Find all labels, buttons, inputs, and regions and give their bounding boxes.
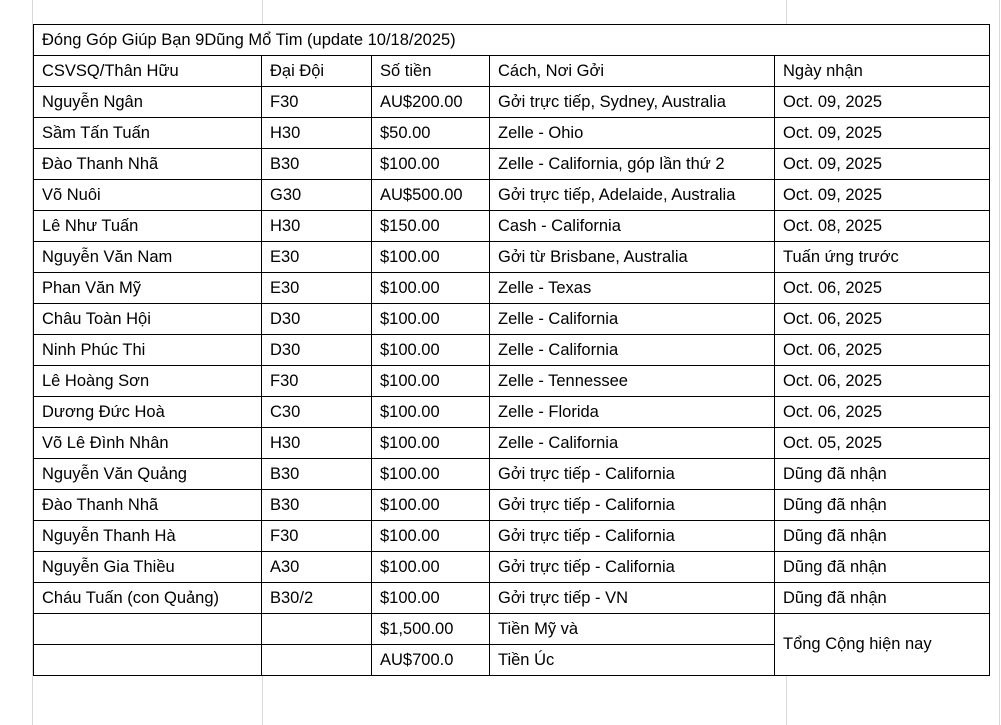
cell-name: Nguyễn Thanh Hà <box>34 521 262 552</box>
column-header-where: Cách, Nơi Gởi <box>490 56 775 87</box>
cell-where: Gởi trực tiếp - VN <box>490 583 775 614</box>
cell-unit: E30 <box>262 273 372 304</box>
cell-date: Oct. 06, 2025 <box>775 335 990 366</box>
page-title: Đóng Góp Giúp Bạn 9Dũng Mổ Tim (update 10/18/2025) <box>34 25 990 56</box>
cell-where: Gởi trực tiếp - California <box>490 552 775 583</box>
table-title-row <box>34 25 990 56</box>
table-row <box>34 366 990 397</box>
table-row <box>34 552 990 583</box>
table-row <box>34 149 990 180</box>
cell-unit: H30 <box>262 428 372 459</box>
table-row <box>34 521 990 552</box>
cell-unit: H30 <box>262 118 372 149</box>
column-header-amount: Số tiền <box>372 56 490 87</box>
cell-amount: $100.00 <box>372 583 490 614</box>
table-row <box>34 118 990 149</box>
cell-name: Sầm Tấn Tuấn <box>34 118 262 149</box>
cell-where: Zelle - California, góp lần thứ 2 <box>490 149 775 180</box>
cell-where: Zelle - Ohio <box>490 118 775 149</box>
column-header-date: Ngày nhận <box>775 56 990 87</box>
cell-name: Lê Hoàng Sơn <box>34 366 262 397</box>
cell-where: Zelle - California <box>490 304 775 335</box>
cell-unit: C30 <box>262 397 372 428</box>
cell-amount: AU$200.00 <box>372 87 490 118</box>
total-usd-label: Tiền Mỹ và <box>490 614 775 645</box>
cell-amount: $100.00 <box>372 428 490 459</box>
cell-unit: B30 <box>262 490 372 521</box>
cell-unit: B30 <box>262 459 372 490</box>
table-row <box>34 583 990 614</box>
cell-unit: B30/2 <box>262 583 372 614</box>
cell-date: Dũng đã nhận <box>775 459 990 490</box>
cell-amount: $100.00 <box>372 397 490 428</box>
cell-date: Oct. 08, 2025 <box>775 211 990 242</box>
cell-where: Zelle - Florida <box>490 397 775 428</box>
cell-date: Tuấn ứng trước <box>775 242 990 273</box>
grid-line-far-right <box>999 0 1000 725</box>
cell-amount: $100.00 <box>372 149 490 180</box>
cell-amount: $100.00 <box>372 304 490 335</box>
cell-amount: $100.00 <box>372 335 490 366</box>
table-row <box>34 490 990 521</box>
cell-name: Phan Văn Mỹ <box>34 273 262 304</box>
grand-total-label: Tổng Cộng hiện nay <box>775 614 990 676</box>
cell-amount: $100.00 <box>372 242 490 273</box>
table-header-row <box>34 56 990 87</box>
cell-where: Zelle - California <box>490 428 775 459</box>
cell-unit: F30 <box>262 87 372 118</box>
cell-name: Đào Thanh Nhã <box>34 149 262 180</box>
table-row <box>34 304 990 335</box>
cell-name: Võ Lê Đình Nhân <box>34 428 262 459</box>
cell-unit: E30 <box>262 242 372 273</box>
cell-amount: $150.00 <box>372 211 490 242</box>
cell-amount: $100.00 <box>372 273 490 304</box>
cell-unit: D30 <box>262 335 372 366</box>
total-aud-label: Tiền Úc <box>490 645 775 676</box>
cell-date: Dũng đã nhận <box>775 583 990 614</box>
cell-unit: F30 <box>262 366 372 397</box>
cell-unit: A30 <box>262 552 372 583</box>
cell-date: Oct. 09, 2025 <box>775 87 990 118</box>
cell-where: Zelle - California <box>490 335 775 366</box>
cell-date: Oct. 06, 2025 <box>775 397 990 428</box>
cell-where: Gởi trực tiếp - California <box>490 521 775 552</box>
table-row <box>34 242 990 273</box>
cell-amount: $100.00 <box>372 459 490 490</box>
cell-where: Gởi trực tiếp - California <box>490 490 775 521</box>
cell-name: Nguyễn Văn Quảng <box>34 459 262 490</box>
cell-unit: D30 <box>262 304 372 335</box>
donation-table <box>33 24 990 676</box>
cell-name: Dương Đức Hoà <box>34 397 262 428</box>
empty-cell <box>34 614 262 645</box>
cell-where: Cash - California <box>490 211 775 242</box>
cell-date: Dũng đã nhận <box>775 490 990 521</box>
cell-date: Oct. 09, 2025 <box>775 180 990 211</box>
table-row <box>34 211 990 242</box>
table-row <box>34 87 990 118</box>
cell-date: Oct. 06, 2025 <box>775 366 990 397</box>
total-aud-amount: AU$700.0 <box>372 645 490 676</box>
cell-name: Cháu Tuấn (con Quảng) <box>34 583 262 614</box>
cell-name: Nguyễn Ngân <box>34 87 262 118</box>
empty-cell <box>262 645 372 676</box>
cell-amount: $100.00 <box>372 552 490 583</box>
total-usd-amount: $1,500.00 <box>372 614 490 645</box>
cell-name: Võ Nuôi <box>34 180 262 211</box>
cell-unit: H30 <box>262 211 372 242</box>
totals-row-usd <box>34 614 990 645</box>
column-header-name: CSVSQ/Thân Hữu <box>34 56 262 87</box>
cell-unit: F30 <box>262 521 372 552</box>
cell-amount: $100.00 <box>372 490 490 521</box>
cell-name: Châu Toàn Hội <box>34 304 262 335</box>
cell-where: Gởi trực tiếp - California <box>490 459 775 490</box>
cell-where: Gởi từ Brisbane, Australia <box>490 242 775 273</box>
cell-amount: $50.00 <box>372 118 490 149</box>
table-row <box>34 459 990 490</box>
cell-where: Gởi trực tiếp, Adelaide, Australia <box>490 180 775 211</box>
table-row <box>34 180 990 211</box>
cell-name: Đào Thanh Nhã <box>34 490 262 521</box>
cell-date: Oct. 09, 2025 <box>775 118 990 149</box>
table-row <box>34 397 990 428</box>
cell-where: Gởi trực tiếp, Sydney, Australia <box>490 87 775 118</box>
cell-unit: B30 <box>262 149 372 180</box>
empty-cell <box>262 614 372 645</box>
cell-name: Ninh Phúc Thi <box>34 335 262 366</box>
cell-where: Zelle - Texas <box>490 273 775 304</box>
cell-date: Dũng đã nhận <box>775 552 990 583</box>
cell-name: Nguyễn Gia Thiều <box>34 552 262 583</box>
cell-unit: G30 <box>262 180 372 211</box>
cell-where: Zelle - Tennessee <box>490 366 775 397</box>
cell-name: Lê Như Tuấn <box>34 211 262 242</box>
cell-date: Oct. 09, 2025 <box>775 149 990 180</box>
cell-date: Oct. 06, 2025 <box>775 273 990 304</box>
cell-amount: $100.00 <box>372 366 490 397</box>
cell-amount: AU$500.00 <box>372 180 490 211</box>
table-row <box>34 335 990 366</box>
table-row <box>34 273 990 304</box>
empty-cell <box>34 645 262 676</box>
cell-date: Oct. 05, 2025 <box>775 428 990 459</box>
cell-date: Dũng đã nhận <box>775 521 990 552</box>
cell-date: Oct. 06, 2025 <box>775 304 990 335</box>
column-header-unit: Đại Đội <box>262 56 372 87</box>
cell-amount: $100.00 <box>372 521 490 552</box>
table-row <box>34 428 990 459</box>
cell-name: Nguyễn Văn Nam <box>34 242 262 273</box>
